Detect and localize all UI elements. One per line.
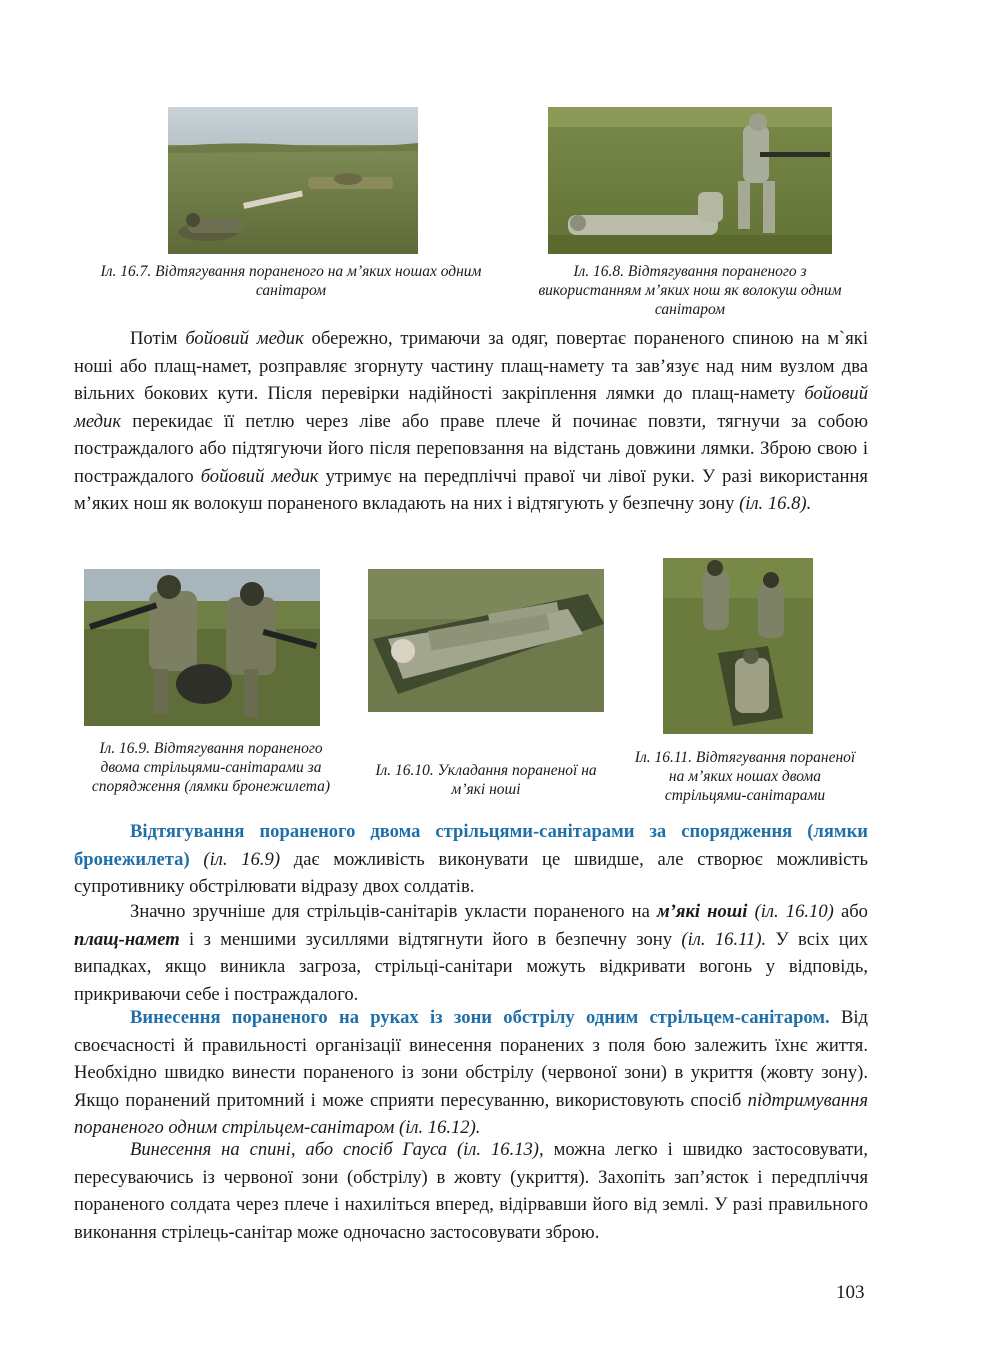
photo-16-7: [168, 107, 418, 254]
paragraph-5: Винесення на спині, або спосіб Гауса (іл. 16.13), можна легко і швидко застосовувати, пересуваючись із червоної зони (обстрілу) в жовту (укриття). Захопіть зап’ясток і передпліччя пораненого солдата через плече і нахиліться вперед, відірвавши його від землі. У разі правильного виконання стрілець-санітар може одночасно застосовувати зброю.: [74, 1139, 868, 1243]
photo-16-9: [84, 569, 320, 726]
figure-caption-16-7: Іл. 16.7. Відтягування пораненого на м’яких ношах одним санітаром: [100, 263, 482, 299]
paragraph-4: Винесення пораненого на руках із зони обстрілу одним стрільцем-санітаром. Від своєчасності й правильності організації винесення поранених з поля бою залежить їхнє життя. Необхідно швидко винести пораненого із зони обстрілу (червоної зони) в укриття (жовту зону). Якщо поранений притомний і може сприяти пересуванню, використовують спосіб підтримування пораненого одним стрільцем-санітаром (іл. 16.12).: [74, 1007, 868, 1138]
photo-16-10: [368, 569, 604, 712]
paragraph-2: Відтягування пораненого двома стрільцями-санітарами за спорядження (лямки бронежилета) (іл. 16.9) дає можливість виконувати це швидше, але створює можливість супротивнику обстрілювати відразу двох солдатів.: [74, 821, 868, 897]
figure-caption-16-8: Іл. 16.8. Відтягування пораненого з використанням м’яких нош як волокуш одним санітаром: [538, 263, 842, 318]
paragraph-3: Значно зручніше для стрільців-санітарів укласти пораненого на м’які ноші (іл. 16.10) або плащ-намет і з меншими зусиллями відтягнути його в безпечну зону (іл. 16.11). У всіх цих випадках, якщо виникла загроза, стрільці-санітари можуть відкривати вогонь у відповідь, прикриваючи себе і постраждалого.: [74, 901, 868, 1005]
photo-16-11: [663, 558, 813, 734]
figure-caption-16-9: Іл. 16.9. Відтягування пораненого двома стрільцями-санітарами за спорядження (лямки бронежилета): [91, 740, 331, 795]
page-number: 103: [836, 1282, 865, 1303]
figure-caption-16-10: Іл. 16.10. Укладання пораненої на м’які ноші: [375, 762, 597, 798]
paragraph-1: Потім бойовий медик обережно, тримаючи за одяг, повертає пораненого спиною на м`які ноші або плащ-намет, розправляє згорнуту частину плащ-намету та зав’язує над ним вузлом два вільних бокових кути. Після перевірки надійності закріплення лямки до плащ-намету бойовий медик перекидає її петлю через ліве або праве плече й починає повзти, тягнучи за собою постраждалого або підтягуючи його після переповзання на відстань довжини лямки. Зброю свою і постраждалого бойовий медик утримує на передпліччі правої чи лівої руки. У разі використання м’яких нош як волокуш пораненого вкладають на них і відтягують у безпечну зону (іл. 16.8).: [74, 328, 868, 514]
figure-caption-16-11: Іл. 16.11. Відтягування пораненої на м’яких ношах двома стрільцями-санітарами: [634, 749, 856, 804]
photo-16-8: [548, 107, 832, 254]
